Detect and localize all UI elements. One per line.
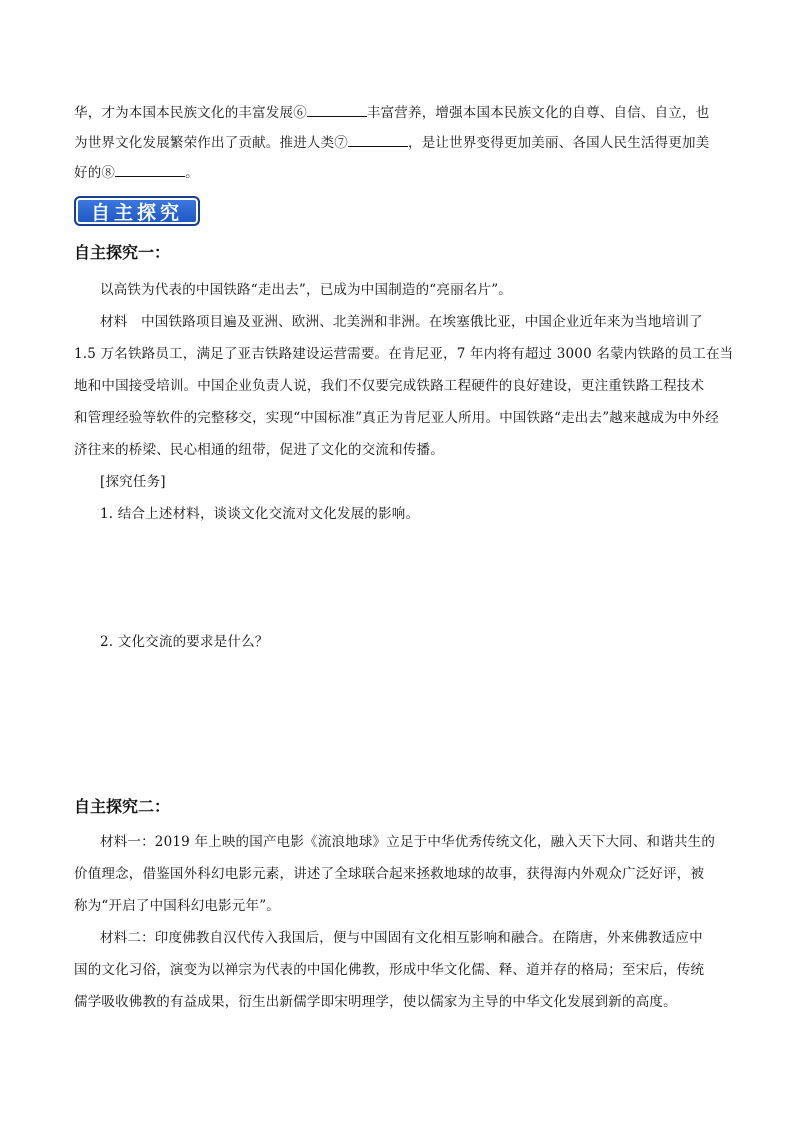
fill-blank-6[interactable] <box>307 102 367 117</box>
section1-lead: 以高铁为代表的中国铁路“走出去”，已成为中国制造的“亮丽名片”。 <box>100 282 513 298</box>
intro-line-1 <box>74 102 709 123</box>
section-banner <box>74 196 200 226</box>
section1-question-2: 2. 文化交流的要求是什么？ <box>100 634 269 650</box>
fill-blank-7[interactable] <box>348 132 408 147</box>
section1-question-1: 1. 结合上述材料，谈谈文化交流对文化发展的影响。 <box>100 506 420 522</box>
section1-material-line-1: 材料 中国铁路项目遍及亚洲、欧洲、北美洲和非洲。在埃塞俄比亚，中国企业近年来为当地培训了 <box>100 314 703 330</box>
intro-line-2-text-a: 为世界文化发展繁荣作出了贡献。推进人类⑦ <box>74 135 348 151</box>
section1-task-label: [探究任务] <box>100 474 166 490</box>
intro-line-2 <box>74 132 709 153</box>
section1-material-line-4: 和管理经验等软件的完整移交，实现“中国标准”真正为肯尼亚人所用。中国铁路“走出去”越来越成为中外经 <box>74 410 719 426</box>
section1-material-line-5: 济往来的桥梁、民心相通的纽带，促进了文化的交流和传播。 <box>74 442 444 458</box>
section2-material1-line-3: 称为“开启了中国科幻电影元年”。 <box>74 898 281 914</box>
section2-material1-line-2: 价值理念，借鉴国外科幻电影元素，讲述了全球联合起来拯救地球的故事，获得海内外观众广泛好评，被 <box>74 866 705 882</box>
section1-material-line-2: 1.5 万名铁路员工，满足了亚吉铁路建设运营需要。在肯尼亚，7 年内将有超过 3000 名蒙内铁路的员工在当 <box>74 346 734 362</box>
fill-blank-8[interactable] <box>115 162 185 177</box>
intro-line-3-text-a: 好的⑧ <box>74 165 116 181</box>
section1-heading: 自主探究一： <box>74 243 171 262</box>
section2-material1-line-1: 材料一：2019 年上映的国产电影《流浪地球》立足于中华优秀传统文化，融入天下大同、和谐共生的 <box>100 834 716 850</box>
section2-material2-line-1: 材料二：印度佛教自汉代传入我国后，便与中国固有文化相互影响和融合。在隋唐，外来佛教适应中 <box>100 930 703 946</box>
intro-line-3 <box>74 162 199 183</box>
section2-material2-line-2: 国的文化习俗，演变为以禅宗为代表的中国化佛教，形成中华文化儒、释、道并存的格局；至宋后，传统 <box>74 962 705 978</box>
section2-heading: 自主探究二： <box>74 797 171 816</box>
section1-material-line-3: 地和中国接受培训。中国企业负责人说，我们不仅要完成铁路工程硬件的良好建设，更注重铁路工程技术 <box>74 378 705 394</box>
intro-line-1-text-b: 丰富营养，增强本国本民族文化的自尊、自信、自立，也 <box>366 105 710 121</box>
intro-line-3-text-b: 。 <box>185 165 199 181</box>
intro-line-1-text-a: 华，才为本国本民族文化的丰富发展⑥ <box>74 105 307 121</box>
section2-material2-line-3: 儒学吸收佛教的有益成果，衍生出新儒学即宋明理学，使以儒家为主导的中华文化发展到新的高度。 <box>74 994 677 1010</box>
intro-line-2-text-b: ，是让世界变得更加美丽、各国人民生活得更加美 <box>408 135 710 151</box>
section-banner-label: 自主探究 <box>90 201 183 224</box>
